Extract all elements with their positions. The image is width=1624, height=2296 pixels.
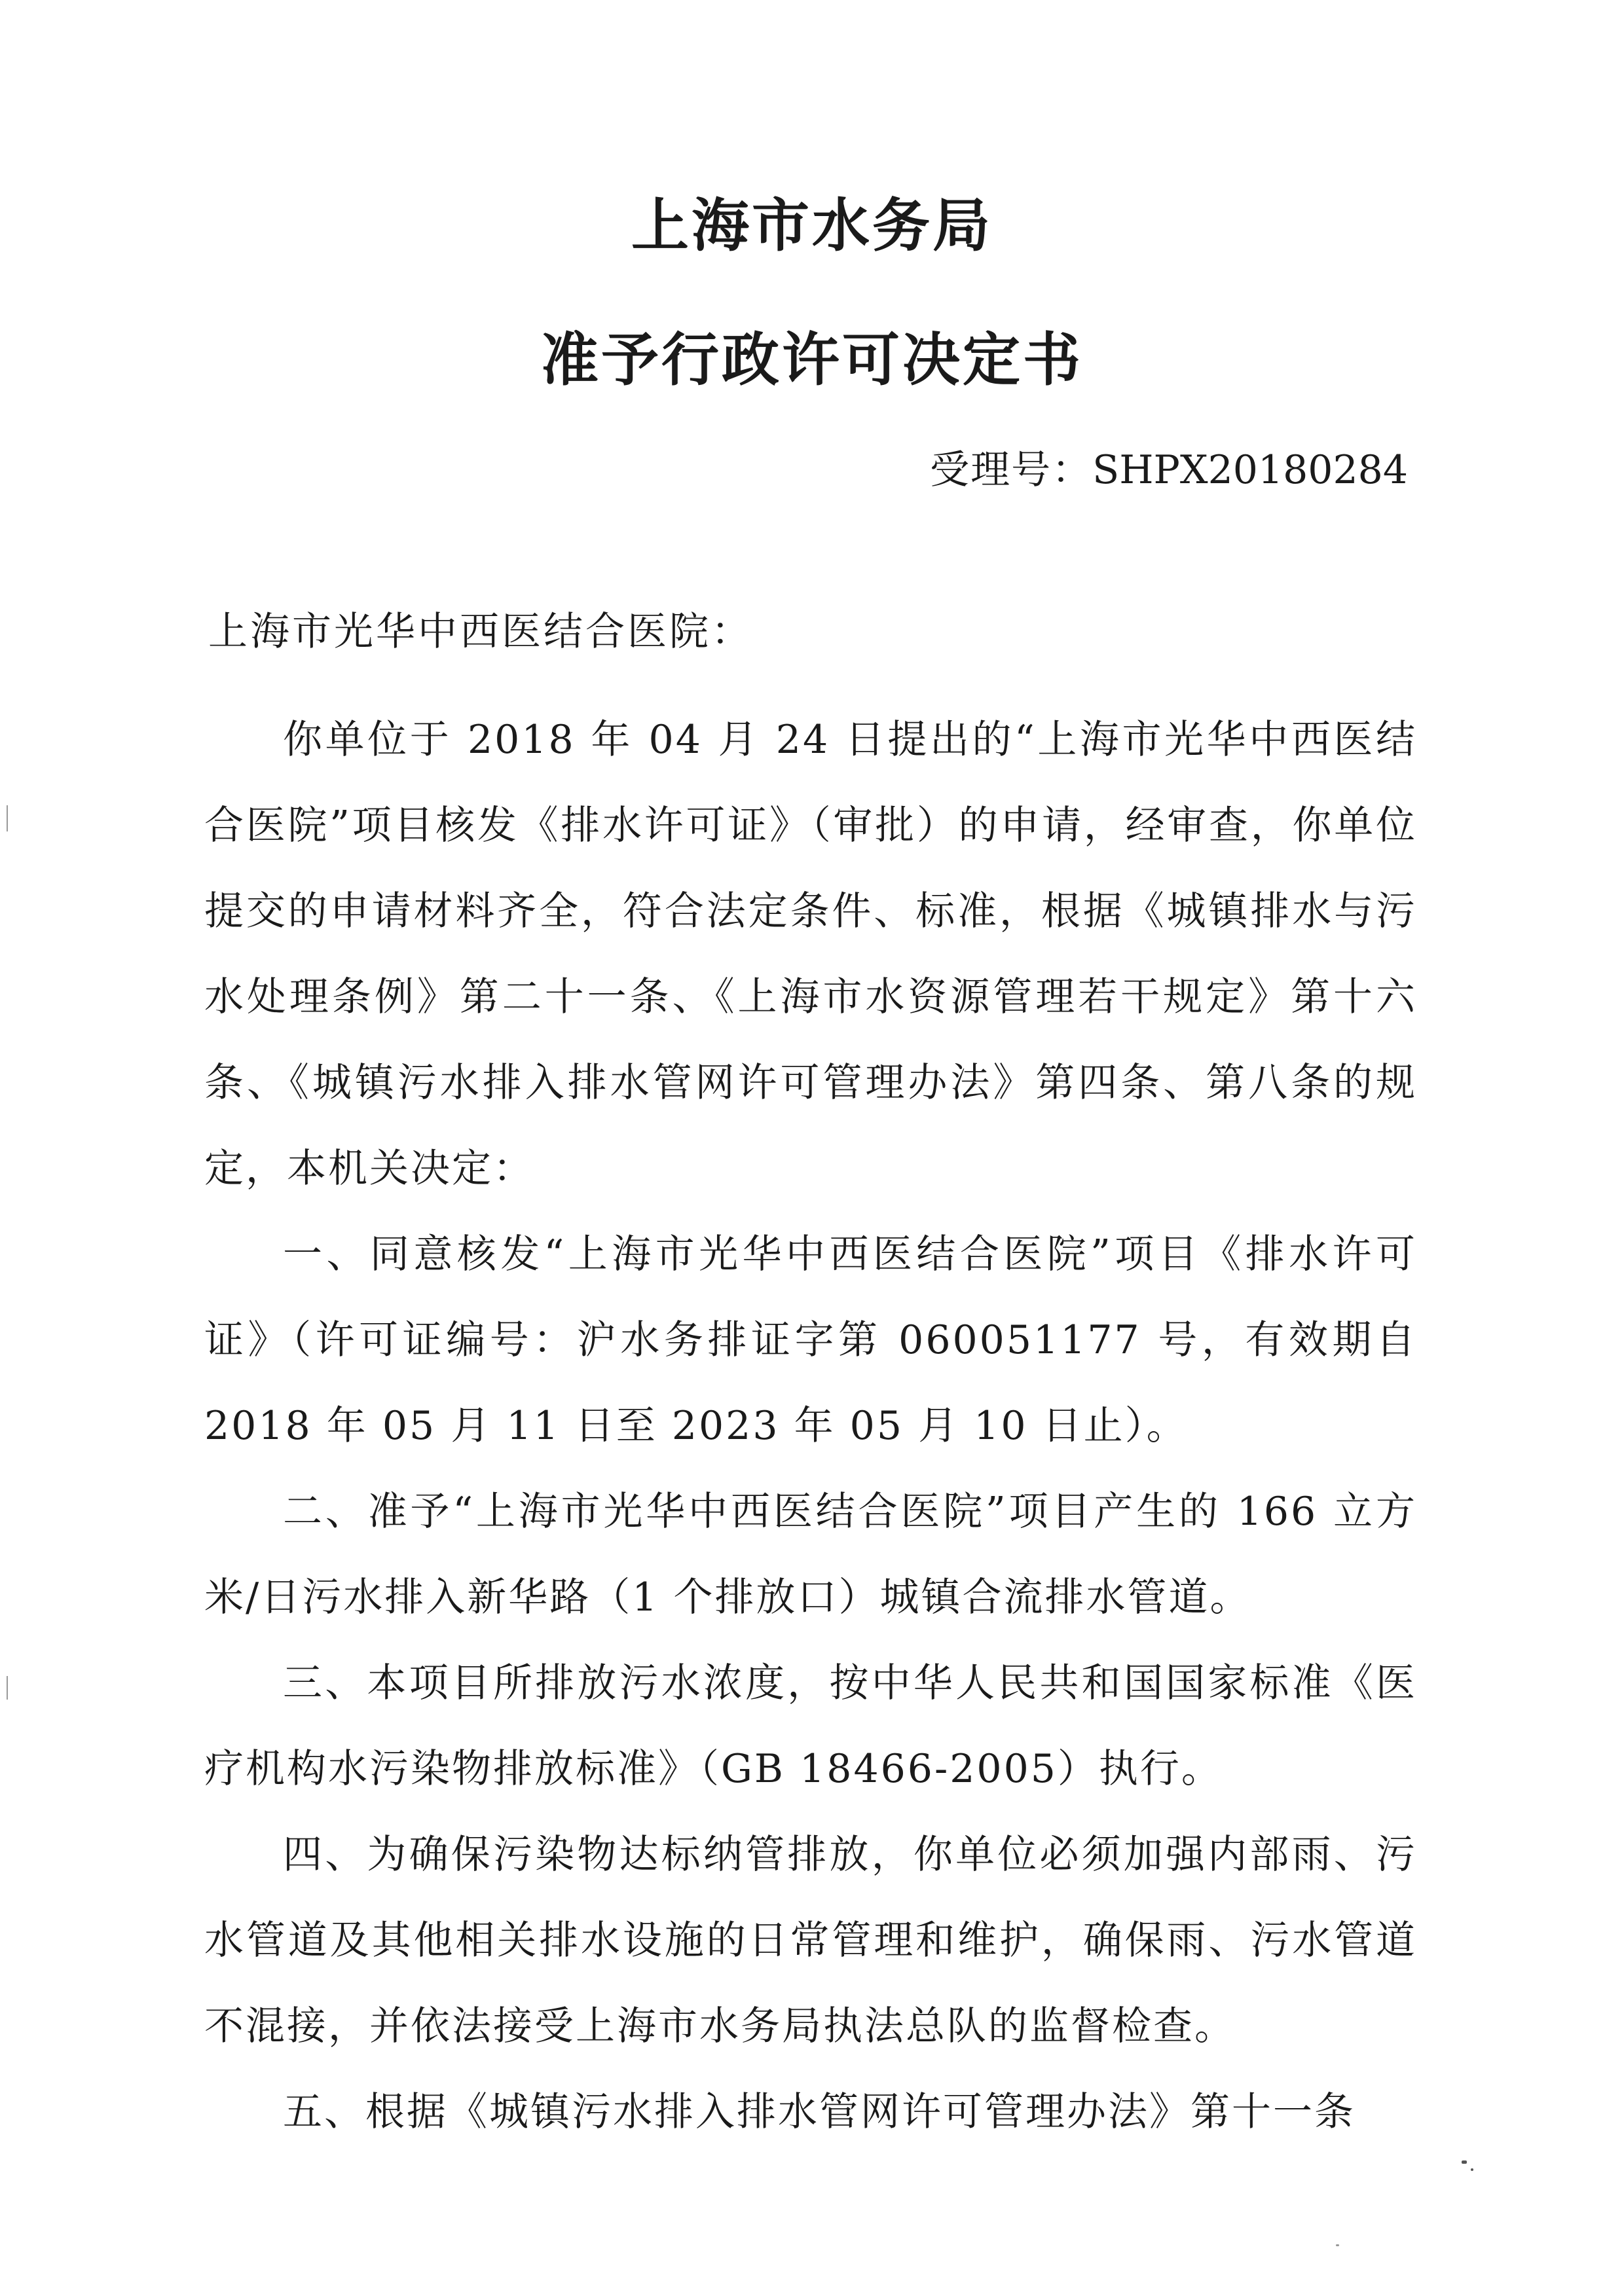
document-title-agency: 上海市水务局 bbox=[631, 191, 993, 259]
paragraph-item-1: 一、同意核发“上海市光华中西医结合医院”项目《排水许可证》（许可证编号：沪水务排证字第 060051177 号，有效期自 2018 年 05 月 11 日至 2023 年 05 月 10 日止）。 bbox=[204, 1231, 1417, 1449]
paragraph-intro: 你单位于 2018 年 04 月 24 日提出的“上海市光华中西医结合医院”项目核发《排水许可证》（审批）的申请，经审查，你单位提交的申请材料齐全，符合法定条件、标准，根据《城镇排水与污水处理条例》第二十一条、《上海市水资源管理若干规定》第十六条、《城镇污水排入排水管网许可管理办法》第四条、第八条的规定，本机关决定： bbox=[204, 717, 1417, 1192]
paragraph-item-4: 四、为确保污染物达标纳管排放，你单位必须加强内部雨、污水管道及其他相关排水设施的日常管理和维护，确保雨、污水管道不混接，并依法接受上海市水务局执法总队的监督检查。 bbox=[204, 1832, 1417, 2049]
scan-edge-mark bbox=[7, 805, 8, 831]
document-title-decision: 准予行政许可决定书 bbox=[540, 325, 1083, 393]
scan-speck bbox=[1471, 2168, 1473, 2171]
addressee: 上海市光华中西医结合医院： bbox=[208, 609, 753, 655]
decision-body bbox=[204, 697, 1417, 2155]
paragraph-item-2: 二、准予“上海市光华中西医结合医院”项目产生的 166 立方米/日污水排入新华路（1 个排放口）城镇合流排水管道。 bbox=[204, 1489, 1417, 1620]
scan-speck bbox=[1336, 2244, 1339, 2246]
receipt-number-label: 受理号： bbox=[930, 447, 1093, 493]
receipt-number-value: SHPX20180284 bbox=[1092, 447, 1408, 493]
scan-edge-mark bbox=[7, 1676, 8, 1700]
scan-speck bbox=[1462, 2160, 1467, 2164]
paragraph-item-3: 三、本项目所排放污水浓度，按中华人民共和国国家标准《医疗机构水污染物排放标准》（GB 18466-2005）执行。 bbox=[204, 1660, 1417, 1792]
paragraph-item-5: 五、根据《城镇污水排入排水管网许可管理办法》第十一条 bbox=[283, 2089, 1356, 2135]
receipt-number-line bbox=[930, 447, 1408, 493]
